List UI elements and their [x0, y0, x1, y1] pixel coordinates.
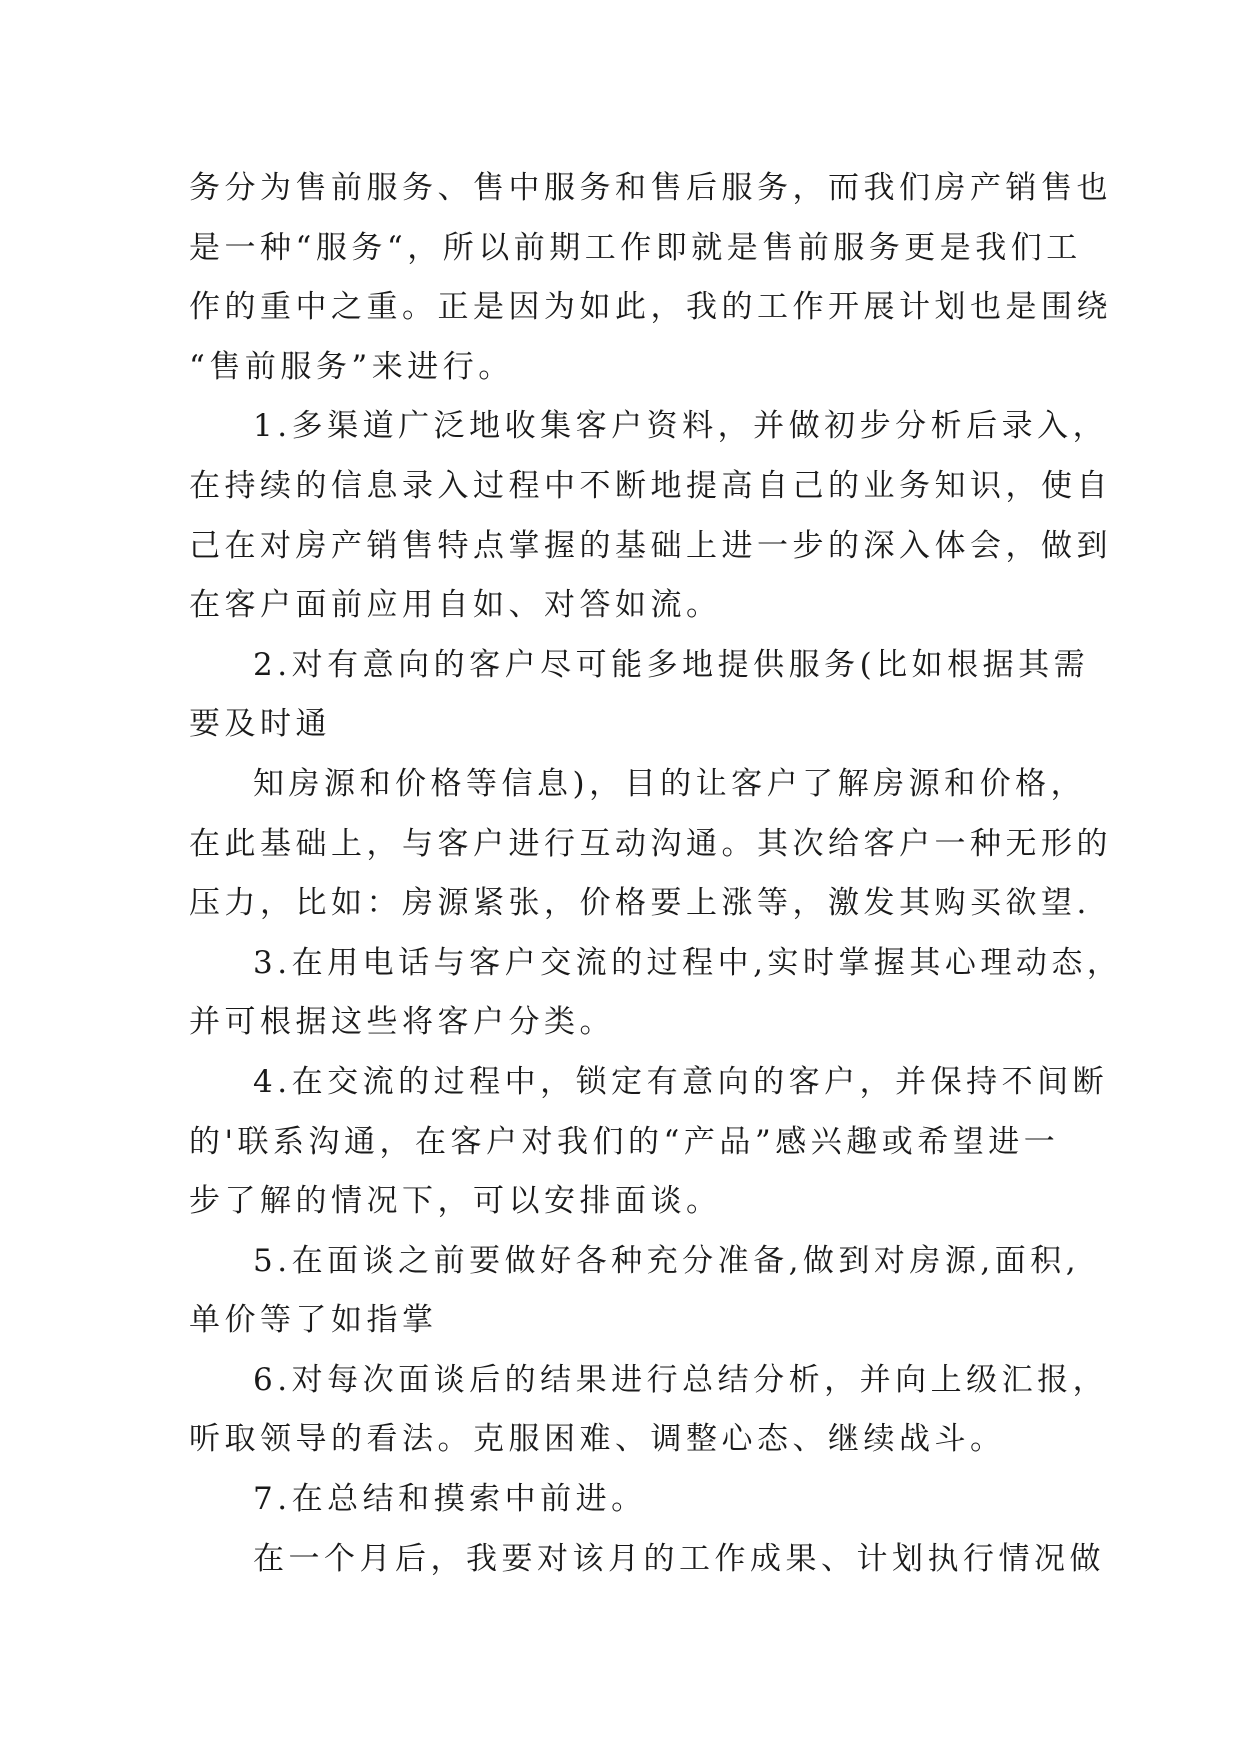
text-line: 在此基础上，与客户进行互动沟通。其次给客户一种无形的	[189, 825, 1112, 862]
text-line: “售前服务”来进行。	[189, 348, 514, 385]
list-item-7-line: 7.在总结和摸索中前进。	[253, 1481, 647, 1518]
text-line: 并可根据这些将客户分类。	[189, 1004, 615, 1041]
closing-paragraph-line: 在一个月后，我要对该月的工作成果、计划执行情况做	[253, 1540, 1105, 1577]
list-item-5-line: 5.在面谈之前要做好各种充分准备,做到对房源,面积,	[253, 1242, 1081, 1279]
list-item-4-line: 4.在交流的过程中，锁定有意向的客户，并保持不间断	[253, 1063, 1109, 1100]
text-line: 在持续的信息录入过程中不断地提高自己的业务知识，使自	[189, 467, 1112, 504]
text-line: 听取领导的看法。克服困难、调整心态、继续战斗。	[189, 1421, 1006, 1458]
text-line: 要及时通	[189, 706, 331, 743]
list-item-2-line: 2.对有意向的客户尽可能多地提供服务(比如根据其需	[253, 646, 1090, 683]
text-line: 务分为售前服务、售中服务和售后服务，而我们房产销售也	[189, 170, 1112, 206]
text-line: 压力，比如：房源紧张，价格要上涨等，激发其购买欲望.	[189, 885, 1091, 922]
text-line: 单价等了如指掌	[189, 1302, 438, 1339]
text-line: 作的重中之重。正是因为如此，我的工作开展计划也是围绕	[189, 289, 1112, 326]
text-line: 步了解的情况下，可以安排面谈。	[189, 1183, 722, 1220]
list-item-6-line: 6.对每次面谈后的结果进行总结分析，并向上级汇报，	[253, 1361, 1109, 1398]
list-item-3-line: 3.在用电话与客户交流的过程中,实时掌握其心理动态，	[253, 944, 1123, 981]
text-line: 的'联系沟通，在客户对我们的“产品”感兴趣或希望进一	[189, 1123, 1060, 1160]
document-body	[189, 159, 1123, 1589]
text-line: 己在对房产销售特点掌握的基础上进一步的深入体会，做到	[189, 527, 1112, 564]
text-line: 是一种“服务“，所以前期工作即就是售前服务更是我们工	[189, 229, 1082, 266]
text-line: 知房源和价格等信息)，目的让客户了解房源和价格，	[253, 765, 1087, 802]
list-item-1-line: 1.多渠道广泛地收集客户资料，并做初步分析后录入，	[253, 408, 1109, 445]
text-line: 在客户面前应用自如、对答如流。	[189, 587, 722, 624]
